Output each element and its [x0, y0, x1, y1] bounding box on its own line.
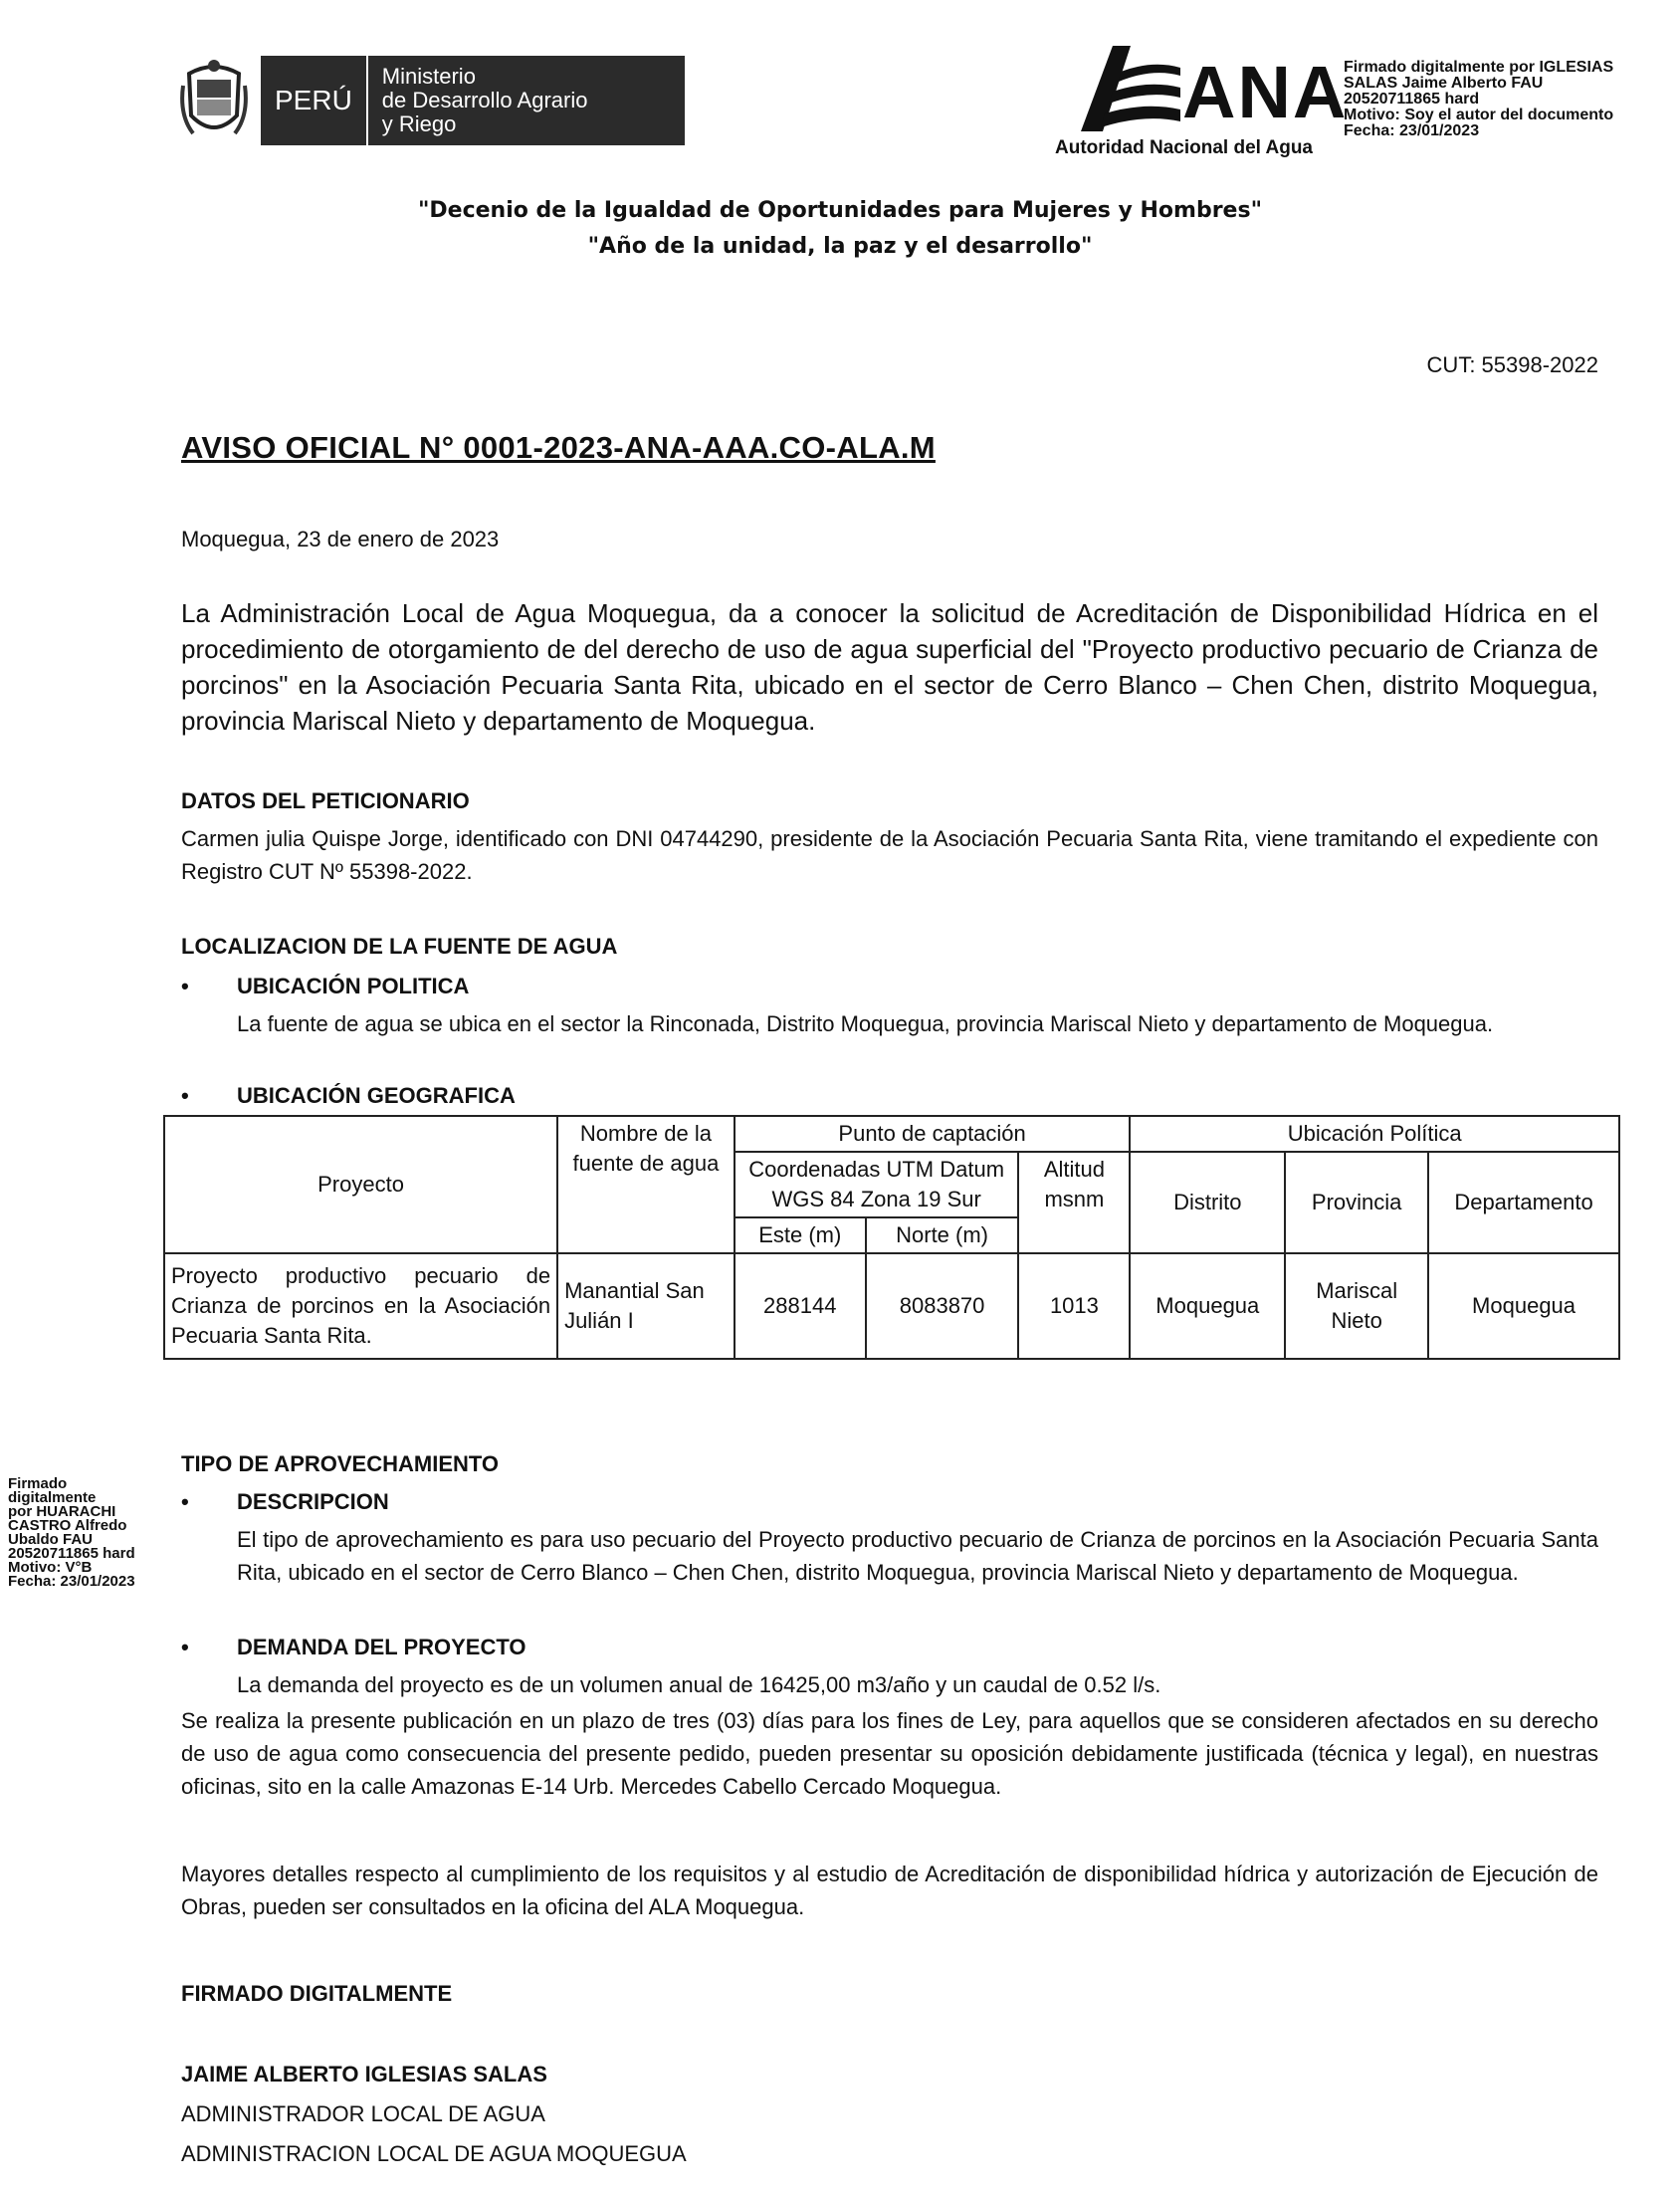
- bullet-ubicacion-geografica: [181, 1083, 516, 1109]
- year-line: "Año de la unidad, la paz y el desarrollo": [587, 234, 1093, 259]
- descripcion-heading: DESCRIPCION: [237, 1489, 389, 1514]
- date-line: Moquegua, 23 de enero de 2023: [181, 527, 500, 551]
- cell-norte: 8083870: [866, 1253, 1019, 1359]
- signature-line: Ubaldo FAU: [8, 1531, 93, 1548]
- signature-line: Fecha: 23/01/2023: [1344, 122, 1480, 139]
- table-row: [164, 1253, 1619, 1359]
- bullet-icon: •: [181, 974, 189, 998]
- signature-line: por HUARACHI: [8, 1503, 116, 1520]
- cell-proyecto: Proyecto productivo pecuario de Crianza de porcinos en la Asociación Pecuaria Santa Rita.: [164, 1253, 557, 1359]
- decenio-line: "Decenio de la Igualdad de Oportunidades para Mujeres y Hombres": [417, 198, 1263, 223]
- signature-line: SALAS Jaime Alberto FAU: [1344, 75, 1544, 92]
- ana-wordmark: ANA: [1182, 51, 1349, 133]
- ubicacion-politica-heading: UBICACIÓN POLITICA: [237, 974, 470, 998]
- mayores-paragraph: Mayores detalles respecto al cumplimiento de los requisitos y al estudio de Acreditación de disponibilidad hídrica y autorización de Ejecución de Obras, pueden ser consultados en la oficina del ALA Moquegua.: [181, 1862, 1598, 1919]
- aprovechamiento-heading: TIPO DE APROVECHAMIENTO: [181, 1451, 500, 1476]
- document-title: AVISO OFICIAL N° 0001-2023-ANA-AAA.CO-ALA.M: [181, 430, 936, 465]
- cell-fuente: Manantial San Julián I: [557, 1253, 735, 1359]
- bullet-demanda: [181, 1635, 526, 1660]
- ana-waves-icon: [1073, 46, 1182, 131]
- ministry-line: y Riego: [381, 111, 457, 136]
- signature-line: Firmado digitalmente por IGLESIAS: [1344, 59, 1614, 76]
- peru-coat-of-arms-icon: [179, 56, 249, 143]
- ana-logo: [1055, 46, 1354, 165]
- ana-subtitle: Autoridad Nacional del Agua: [1055, 137, 1313, 158]
- signer-name: JAIME ALBERTO IGLESIAS SALAS: [181, 2062, 547, 2086]
- bullet-icon: •: [181, 1635, 189, 1659]
- digital-signature-stamp-top: [1344, 60, 1672, 139]
- signature-line: digitalmente: [8, 1489, 97, 1506]
- cell-distrito: Moquegua: [1130, 1253, 1285, 1359]
- ubicacion-geografica-heading: UBICACIÓN GEOGRAFICA: [237, 1083, 516, 1108]
- firmado-label: FIRMADO DIGITALMENTE: [181, 1981, 453, 2006]
- geo-location-table: [163, 1115, 1620, 1360]
- header-punto-captacion: Punto de captación: [735, 1116, 1131, 1152]
- ubicacion-politica-text: La fuente de agua se ubica en el sector la Rinconada, Distrito Moquegua, provincia Mariscal Nieto y departamento de Moquegua.: [237, 1011, 1494, 1036]
- bullet-icon: •: [181, 1083, 189, 1108]
- ministry-logo: [179, 56, 685, 145]
- ministry-line: de Desarrollo Agrario: [381, 88, 588, 112]
- peticionario-heading: DATOS DEL PETICIONARIO: [181, 788, 470, 813]
- signature-line: Firmado: [8, 1475, 68, 1492]
- signature-line: Motivo: V°B: [8, 1559, 93, 1576]
- cell-este: 288144: [735, 1253, 866, 1359]
- header-norte: Norte (m): [866, 1217, 1019, 1253]
- digital-signature-stamp-left: [8, 1477, 177, 1589]
- peru-label: PERÚ: [261, 56, 368, 145]
- header-fuente: Nombre de la fuente de agua: [557, 1116, 735, 1253]
- cell-provincia: Mariscal Nieto: [1285, 1253, 1428, 1359]
- signature-line: CASTRO Alfredo: [8, 1517, 127, 1534]
- signer-office: ADMINISTRACION LOCAL DE AGUA MOQUEGUA: [181, 2141, 687, 2166]
- localizacion-heading: LOCALIZACION DE LA FUENTE DE AGUA: [181, 934, 618, 959]
- header-ubicacion-politica: Ubicación Política: [1130, 1116, 1619, 1152]
- ministry-line: Ministerio: [381, 64, 476, 89]
- signature-line: Fecha: 23/01/2023: [8, 1573, 135, 1590]
- demanda-text: La demanda del proyecto es de un volumen anual de 16425,00 m3/año y un caudal de 0.52 l/s.: [237, 1672, 1161, 1697]
- header-este: Este (m): [735, 1217, 866, 1253]
- header-distrito: Distrito: [1130, 1152, 1285, 1253]
- cell-departamento: Moquegua: [1428, 1253, 1619, 1359]
- signature-line: 20520711865 hard: [1344, 91, 1480, 108]
- publicacion-paragraph: Se realiza la presente publicación en un plazo de tres (03) días para los fines de Ley, para aquellos que se consideren afectados en su derecho de uso de agua como consecuencia del presente pedido, pueden presentar su oposición debidamente justificada (técnica y legal), en nuestras oficinas, sito en la calle Amazonas E-14 Urb. Mercedes Cabello Cercado Moquegua.: [181, 1708, 1598, 1799]
- cut-number: CUT: 55398-2022: [1426, 352, 1598, 377]
- intro-paragraph: La Administración Local de Agua Moquegua, da a conocer la solicitud de Acreditación de Disponibilidad Hídrica en el procedimiento de otorgamiento de del derecho de uso de agua superficial del "Proyecto productivo pecuario de Crianza de porcinos" en la Asociación Pecuaria Santa Rita, ubicado en el sector de Cerro Blanco – Chen Chen, distrito Moquegua, provincia Mariscal Nieto y departamento de Moquegua.: [181, 598, 1598, 736]
- decenio-header: [0, 193, 1680, 265]
- header-provincia: Provincia: [1285, 1152, 1428, 1253]
- header-coordenadas: Coordenadas UTM Datum WGS 84 Zona 19 Sur: [735, 1152, 1019, 1217]
- demanda-heading: DEMANDA DEL PROYECTO: [237, 1635, 526, 1659]
- signer-role: ADMINISTRADOR LOCAL DE AGUA: [181, 2101, 545, 2126]
- header-altitud: Altitud msnm: [1018, 1152, 1130, 1253]
- header-proyecto: Proyecto: [164, 1116, 557, 1253]
- bullet-descripcion: [181, 1489, 389, 1515]
- signature-line: 20520711865 hard: [8, 1545, 135, 1562]
- descripcion-text: El tipo de aprovechamiento es para uso pecuario del Proyecto productivo pecuario de Crianza de porcinos en la Asociación Pecuaria Santa Rita, ubicado en el sector de Cerro Blanco – Chen Chen, distrito Moquegua, provincia Mariscal Nieto y departamento de Moquegua.: [237, 1527, 1598, 1585]
- bullet-ubicacion-politica: [181, 974, 469, 999]
- signer-block: [181, 2055, 687, 2174]
- signature-line: Motivo: Soy el autor del documento: [1344, 107, 1614, 123]
- bullet-icon: •: [181, 1489, 189, 1514]
- ministry-name: [368, 56, 685, 145]
- peticionario-text: Carmen julia Quispe Jorge, identificado con DNI 04744290, presidente de la Asociación Pecuaria Santa Rita, viene tramitando el expediente con Registro CUT Nº 55398-2022.: [181, 826, 1598, 884]
- cell-altitud: 1013: [1018, 1253, 1130, 1359]
- header-departamento: Departamento: [1428, 1152, 1619, 1253]
